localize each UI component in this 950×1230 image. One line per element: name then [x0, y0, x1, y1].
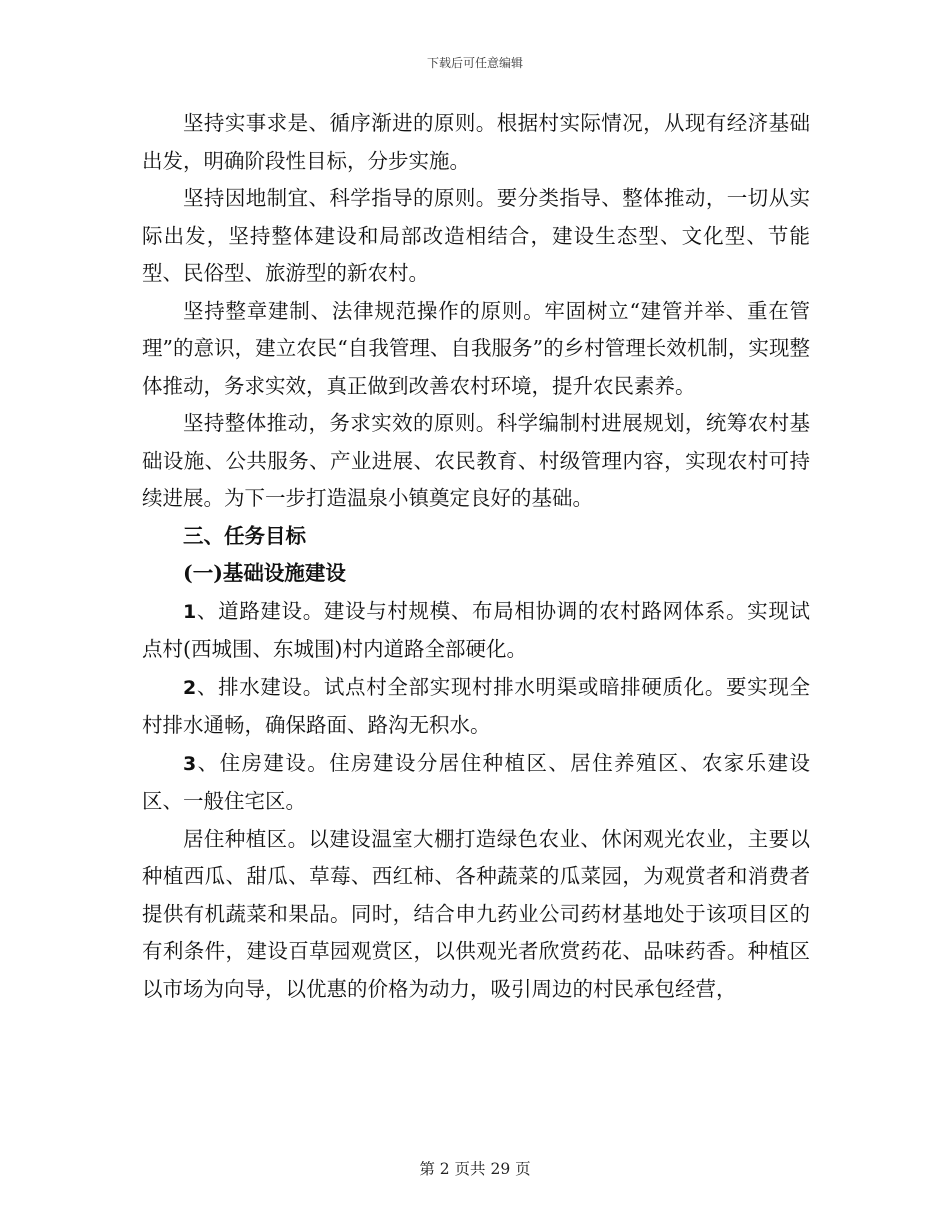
item-text: 、排水建设。试点村全部实现村排水明渠或暗排硬质化。要实现全村排水通畅，确保路面、路沟无积水。 [142, 674, 810, 737]
item-road-construction [142, 593, 810, 669]
paragraph-principle-4: 坚持整体推动，务求实效的原则。科学编制村进展规划，统筹农村基础设施、公共服务、产业进展、农民教育、村级管理内容，实现农村可持续进展。为下一步打造温泉小镇奠定良好的基础。 [142, 411, 810, 510]
subsection-heading-infrastructure: (一)基础设施建设 [183, 561, 346, 585]
paragraph-planting-zone: 居住种植区。以建设温室大棚打造绿色农业、休闲观光农业，主要以种植西瓜、甜瓜、草莓、西红柿、各种蔬菜的瓜菜园，为观赏者和消费者提供有机蔬菜和果品。同时，结合申九药业公司药材基地处于该项目区的有利条件，建设百草园观赏区，以供观光者欣赏药花、品味药香。种植区以市场为向导，以优惠的价格为动力，吸引周边的村民承包经营， [142, 826, 810, 1001]
item-text: 、住房建设。住房建设分居住种植区、居住养殖区、农家乐建设区、一般住宅区。 [142, 750, 810, 813]
page-number-footer: 第 2 页共 29 页 [419, 1160, 531, 1178]
paragraph-principle-3: 坚持整章建制、法律规范操作的原则。牢固树立“建管并举、重在管理”的意识，建立农民“自我管理、自我服务”的乡村管理长效机制，实现整体推动，务求实效，真正做到改善农村环境，提升农民素养。 [142, 298, 810, 398]
item-number: 1 [183, 600, 197, 623]
item-housing-construction [142, 745, 810, 821]
item-text: 、道路建设。建设与村规模、布局相协调的农村路网体系。实现试点村(西城围、东城围)村内道路全部硬化。 [142, 598, 810, 661]
page-header-note: 下载后可任意编辑 [426, 56, 523, 70]
item-drainage-construction [142, 669, 810, 745]
item-number: 3 [183, 752, 197, 775]
item-number: 2 [183, 676, 197, 699]
document-body [142, 105, 810, 1008]
paragraph-principle-2: 坚持因地制宜、科学指导的原则。要分类指导、整体推动，一切从实际出发，坚持整体建设和局部改造相结合，建设生态型、文化型、节能型、民俗型、旅游型的新农村。 [142, 186, 810, 285]
paragraph-principle-1: 坚持实事求是、循序渐进的原则。根据村实际情况，从现有经济基础出发，明确阶段性目标，分步实施。 [142, 111, 810, 173]
section-heading-task-goals: 三、任务目标 [183, 523, 306, 548]
